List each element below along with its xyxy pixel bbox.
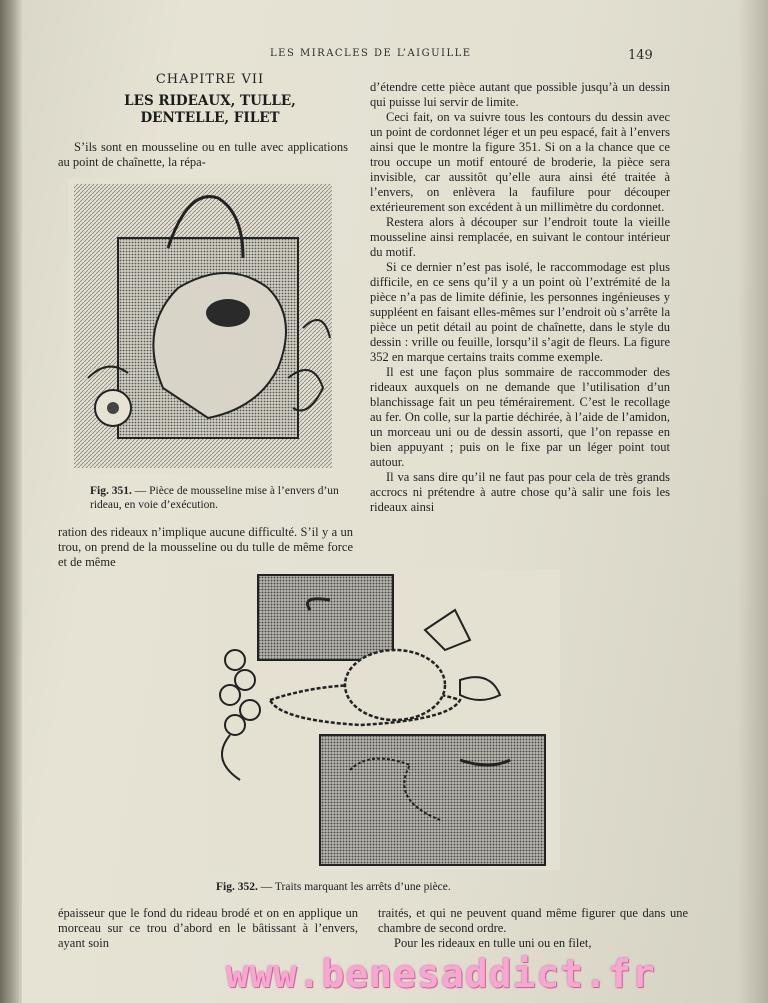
paragraph: Il va sans dire qu’il ne faut pas pour cela de très grands accrocs ni prétendre à autre chose qu’à salir une fois les rideaux ainsi bbox=[370, 470, 670, 514]
figure-351-illustration bbox=[68, 178, 338, 474]
figure-352-label: Fig. 352. bbox=[216, 881, 258, 893]
bottom-left-column bbox=[58, 906, 358, 951]
page-edge-shadow bbox=[738, 0, 768, 1003]
paragraph: Restera alors à découper sur l’endroit toute la vieille mousseline ainsi remplacée, en suivant le contour intérieur du motif. bbox=[370, 215, 670, 259]
paragraph: Il est une façon plus sommaire de raccommoder des rideaux auxquels on ne demande que l’utilisation d’un blanchissage fait un peu témérairement. C’est le recollage au fer. On colle, sur la partie déchirée, à l’aide de l’amidon, un morceau uni ou de dessin assorti, que l’on repasse en bien appuyant ; puis on le fixe par un léger point tout autour. bbox=[370, 365, 670, 469]
section-title-line-1: LES RIDEAUX, TULLE, bbox=[124, 93, 296, 109]
left-column-mid bbox=[58, 525, 353, 570]
figure-351-label: Fig. 351. bbox=[90, 485, 132, 497]
bottom-right-column bbox=[378, 906, 688, 951]
paragraph: Si ce dernier n’est pas isolé, le raccommodage est plus difficile, en ce sens qu’il y a un point où l’extrémité de la pièce n’a pas de limite définie, les personnes ingénieuses y suppléent en faisant elles-mêmes sur l’endroit où s’arrête la pièce un petit détail au point de chaînette, dans le style du dessin : vrille ou feuille, lorsqu’il s’agit de fleurs. La figure 352 en marque certains traits comme exemple. bbox=[370, 260, 670, 364]
site-watermark: www.benesaddict.fr bbox=[226, 952, 656, 996]
figure-351-caption bbox=[90, 484, 340, 512]
paragraph: d’étendre cette pièce autant que possible jusqu’à un dessin qui puisse lui servir de limite. bbox=[370, 80, 670, 109]
left-column-top bbox=[58, 140, 348, 170]
paragraph: épaisseur que le fond du rideau brodé et on en applique un morceau sur ce trou d’abord en le bâtissant à l’envers, ayant soin bbox=[58, 906, 358, 950]
paragraph: traités, et qui ne peuvent quand même figurer que dans une chambre de second ordre. bbox=[378, 906, 688, 935]
figure-352-caption-text: — Traits marquant les arrêts d’une pièce. bbox=[257, 881, 451, 893]
figure-351-caption-text: — Pièce de mousseline mise à l’envers d’un rideau, en voie d’exécution. bbox=[90, 485, 339, 511]
section-title bbox=[80, 93, 340, 127]
chapter-heading: CHAPITRE VII bbox=[155, 72, 265, 87]
right-column bbox=[370, 80, 670, 515]
paragraph: ration des rideaux n’implique aucune difficulté. S’il y a un trou, on prend de la mousseline ou du tulle de même force et de même bbox=[58, 525, 353, 569]
book-spine bbox=[0, 0, 22, 1003]
section-title-line-2: DENTELLE, FILET bbox=[140, 110, 280, 126]
running-head: LES MIRACLES DE L’AIGUILLE bbox=[270, 48, 472, 59]
figure-352-illustration bbox=[210, 570, 560, 870]
figure-352-caption bbox=[216, 880, 536, 894]
page-number: 149 bbox=[628, 48, 653, 63]
paragraph: Pour les rideaux en tulle uni ou en filet, bbox=[394, 936, 592, 950]
paragraph: Ceci fait, on va suivre tous les contours du dessin avec un point de cordonnet léger et un peu espacé, fait à l’envers ainsi que le montre la figure 351. Si on a la chance que ce trou occupe un motif entouré de broderie, la pièce sera invisible, car aussitôt qu’elle aura ainsi été traitée à l’envers, on enlèvera la faufilure pour découper extérieurement son excédent à un millimètre du cordonnet. bbox=[370, 110, 670, 214]
paragraph: S’ils sont en mousseline ou en tulle avec applications au point de chaînette, la répa- bbox=[58, 140, 348, 169]
